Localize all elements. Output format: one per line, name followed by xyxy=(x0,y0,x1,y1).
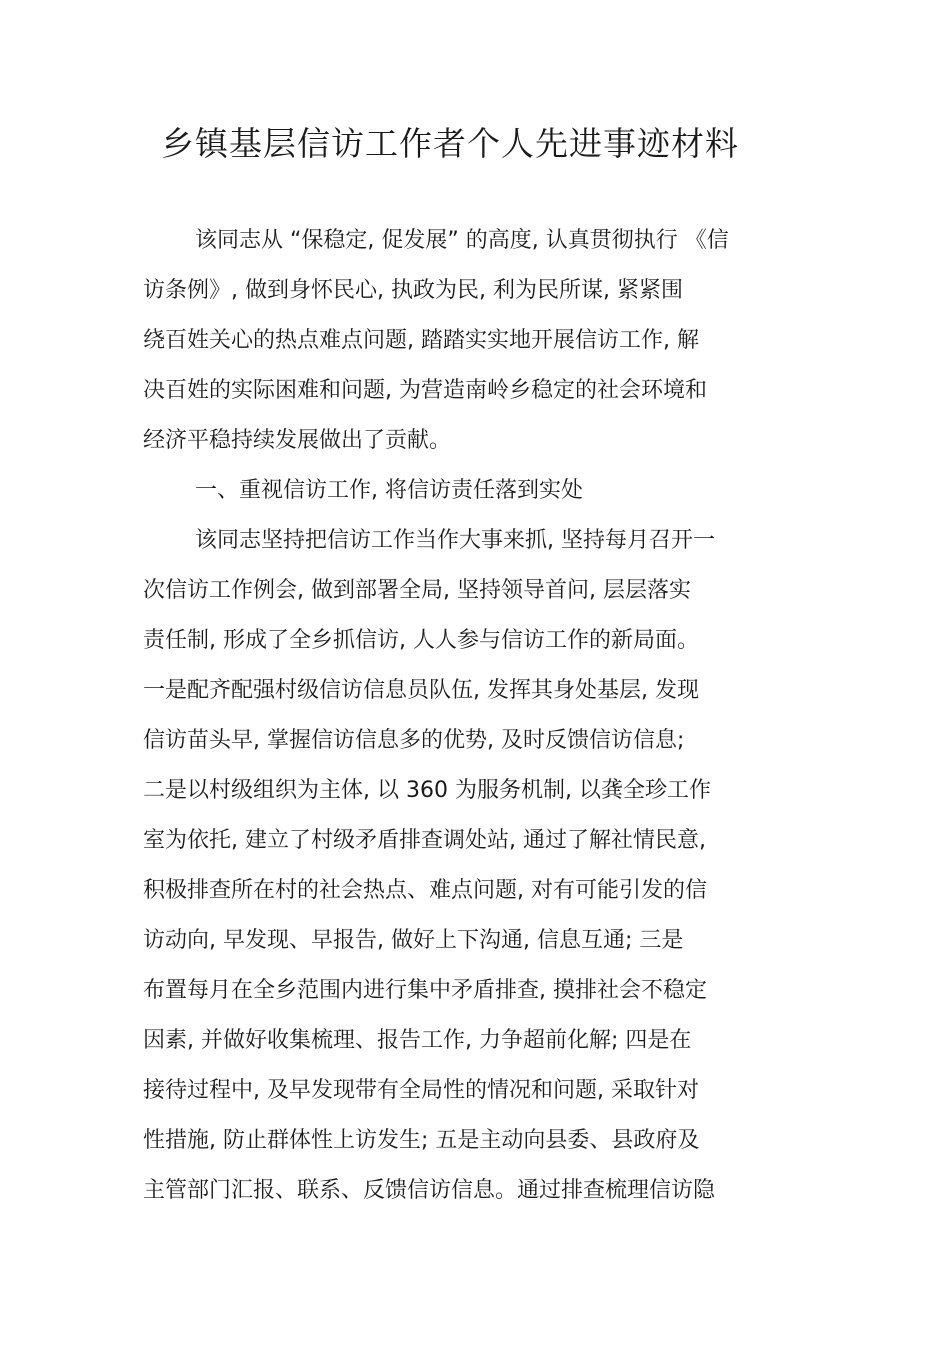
paragraph-line: 次信访工作例会, 做到部署全局, 坚持领导首问, 层层落实 xyxy=(143,578,691,603)
paragraph-line: 室为依托, 建立了村级矛盾排查调处站, 通过了解社情民意, xyxy=(143,828,706,853)
paragraph-line: 二是以村级组织为主体, 以 360 为服务机制, 以龚全珍工作 xyxy=(143,778,711,803)
paragraph-line: 主管部门汇报、联系、反馈信访信息。通过排查梳理信访隐 xyxy=(143,1178,716,1203)
paragraph-line: 信访苗头早, 掌握信访信息多的优势, 及时反馈信访信息; xyxy=(143,728,685,753)
paragraph-line: 决百姓的实际困难和问题, 为营造南岭乡稳定的社会环境和 xyxy=(143,378,707,403)
paragraph-line: 经济平稳持续发展做出了贡献。 xyxy=(143,428,452,453)
document-title: 乡镇基层信访工作者个人先进事迹材料 xyxy=(161,124,739,163)
paragraph-line: 布置每月在全乡范围内进行集中矛盾排查, 摸排社会不稳定 xyxy=(143,978,707,1003)
paragraph-line: 绕百姓关心的热点难点问题, 踏踏实实地开展信访工作, 解 xyxy=(143,328,699,353)
paragraph-line: 因素, 并做好收集梳理、报告工作, 力争超前化解; 四是在 xyxy=(143,1028,692,1053)
paragraph-line: 积极排查所在村的社会热点、难点问题, 对有可能引发的信 xyxy=(143,878,707,903)
paragraph-line: 该同志从 “保稳定, 促发展” 的高度, 认真贯彻执行 《信 xyxy=(195,228,729,253)
paragraph-line: 性措施, 防止群体性上访发生; 五是主动向县委、县政府及 xyxy=(143,1128,700,1153)
section-heading: 一、重视信访工作, 将信访责任落到实处 xyxy=(195,478,583,503)
paragraph-line: 责任制, 形成了全乡抓信访, 人人参与信访工作的新局面。 xyxy=(143,628,699,653)
paragraph-line: 访动向, 早发现、早报告, 做好上下沟通, 信息互通; 三是 xyxy=(143,928,684,953)
paragraph-line: 访条例》, 做到身怀民心, 执政为民, 利为民所谋, 紧紧围 xyxy=(143,278,683,303)
paragraph-line: 该同志坚持把信访工作当作大事来抓, 坚持每月召开一 xyxy=(195,528,715,553)
paragraph-line: 接待过程中, 及早发现带有全局性的情况和问题, 采取针对 xyxy=(143,1078,699,1103)
paragraph-line: 一是配齐配强村级信访信息员队伍, 发挥其身处基层, 发现 xyxy=(143,678,699,703)
